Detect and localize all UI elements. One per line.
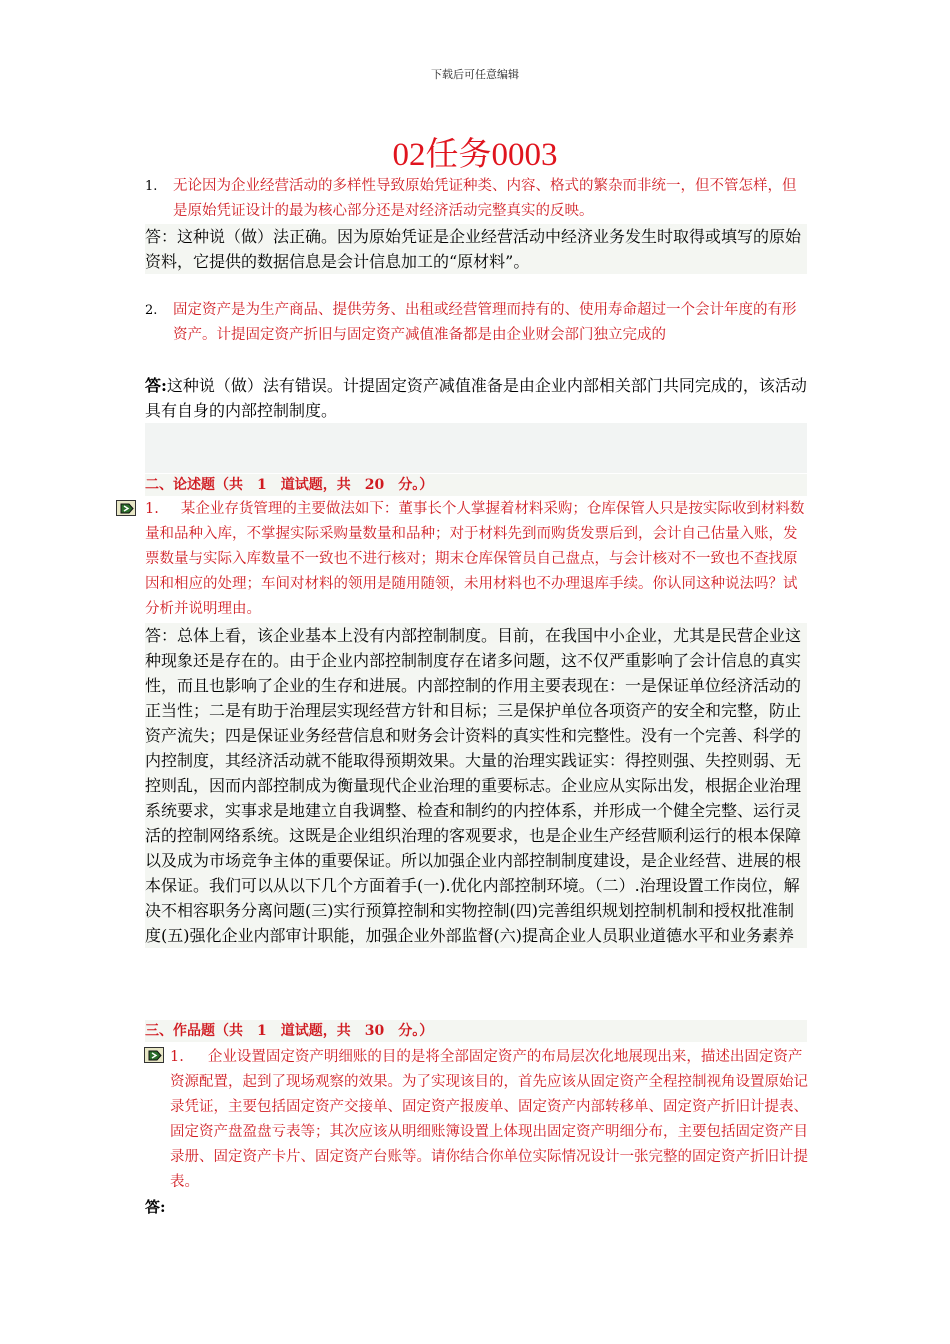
answer-2 [145,373,807,423]
question-number: 2. [145,303,158,318]
page-header: 下载后可任意编辑 [431,68,519,81]
question-number: 1. [145,501,159,517]
attachment-icon[interactable] [144,1047,164,1063]
section-work-heading: 三、作品题（共 1 道试题，共 30 分。） [145,1020,807,1042]
answer-text: 这种说（做）法有错误。计提固定资产减值准备是由企业内部相关部门共同完成的，该活动具有自身的内部控制制度。 [145,376,807,420]
attachment-icon[interactable] [116,500,136,516]
answer-label: 答: [145,376,167,395]
page-title: 02任务0003 [392,137,558,173]
question-text: 无论因为企业经营活动的多样性导致原始凭证种类、内容、格式的繁杂而非统一，但不管怎样，但是原始凭证设计的最为核心部分还是对经济活动完整真实的反映。 [173,178,797,219]
question-text: 固定资产是为生产商品、提供劳务、出租或经营管理而持有的、使用寿命超过一个会计年度的有形资产。计提固定资产折旧与固定资产减值准备都是由企业财会部门独立完成的 [173,302,797,343]
section-essay-heading: 二、论述题（共 1 道试题，共 20 分。） [145,474,807,496]
blank-answer-area [145,423,807,473]
essay-question [145,497,807,622]
work-answer-label: 答: [145,1198,166,1216]
question-text: 某企业存货管理的主要做法如下：董事长个人掌握着材料采购；仓库保管人只是按实际收到材料数量和品种入库，不掌握实际采购量数量和品种；对于材料先到而购货发票后到，会计自己估量入账，发票数量与实际入库数量不一致也不进行核对；期末仓库保管员自己盘点，与会计核对不一致也不查找原因和相应的处理；车间对材料的领用是随用随领，未用材料也不办理退库手续。你认同这种说法吗？试分析并说明理由。 [145,501,805,617]
essay-answer: 答：总体上看，该企业基本上没有内部控制制度。目前，在我国中小企业，尤其是民营企业这种现象还是存在的。由于企业内部控制制度存在诸多问题，这不仅严重影响了会计信息的真实性，而且也影响了企业的生存和进展。内部控制的作用主要表现在：一是保证单位经济活动的正当性；二是有助于治理层实现经营方针和目标；三是保护单位各项资产的安全和完整，防止资产流失；四是保证业务经营信息和财务会计资料的真实性和完整性。没有一个完善、科学的内控制度，其经济活动就不能取得预期效果。大量的治理实践证实：得控则强、失控则弱、无控则乱，因而内部控制成为衡量现代企业治理的重要标志。企业应从实际出发，根据企业治理系统要求，实事求是地建立自我调整、检查和制约的内控体系，并形成一个健全完整、运行灵活的控制网络系统。这既是企业组织治理的客观要求，也是企业生产经营顺利运行的根本保障以及成为市场竞争主体的重要保证。所以加强企业内部控制制度建设，是企业经营、进展的根本保证。我们可以从以下几个方面着手(一).优化内部控制环境。（二）.治理设置工作岗位，解决不相容职务分离问题(三)实行预算控制和实物控制(四)完善组织规划控制机制和授权批准制度(五)强化企业内部审计职能，加强企业外部监督(六)提高企业人员职业道德水平和业务素养 [145,623,807,948]
work-question [170,1045,810,1195]
question-number: 1. [145,179,158,194]
question-2 [145,298,805,348]
answer-1: 答：这种说（做）法正确。因为原始凭证是企业经营活动中经济业务发生时取得或填写的原始资料，它提供的数据信息是会计信息加工的“原材料”。 [145,224,807,274]
question-number: 1. [170,1049,184,1065]
question-1 [145,174,805,224]
question-text: 企业设置固定资产明细账的目的是将全部固定资产的布局层次化地展现出来，描述出固定资产资源配置，起到了现场观察的效果。为了实现该目的，首先应该从固定资产全程控制视角设置原始记录凭证，主要包括固定资产交接单、固定资产报废单、固定资产内部转移单、固定资产折旧计提表、固定资产盘盈盘亏表等；其次应该从明细账簿设置上体现出固定资产明细分布，主要包括固定资产目录册、固定资产卡片、固定资产台账等。请你结合你单位实际情况设计一张完整的固定资产折旧计提表。 [170,1049,808,1190]
